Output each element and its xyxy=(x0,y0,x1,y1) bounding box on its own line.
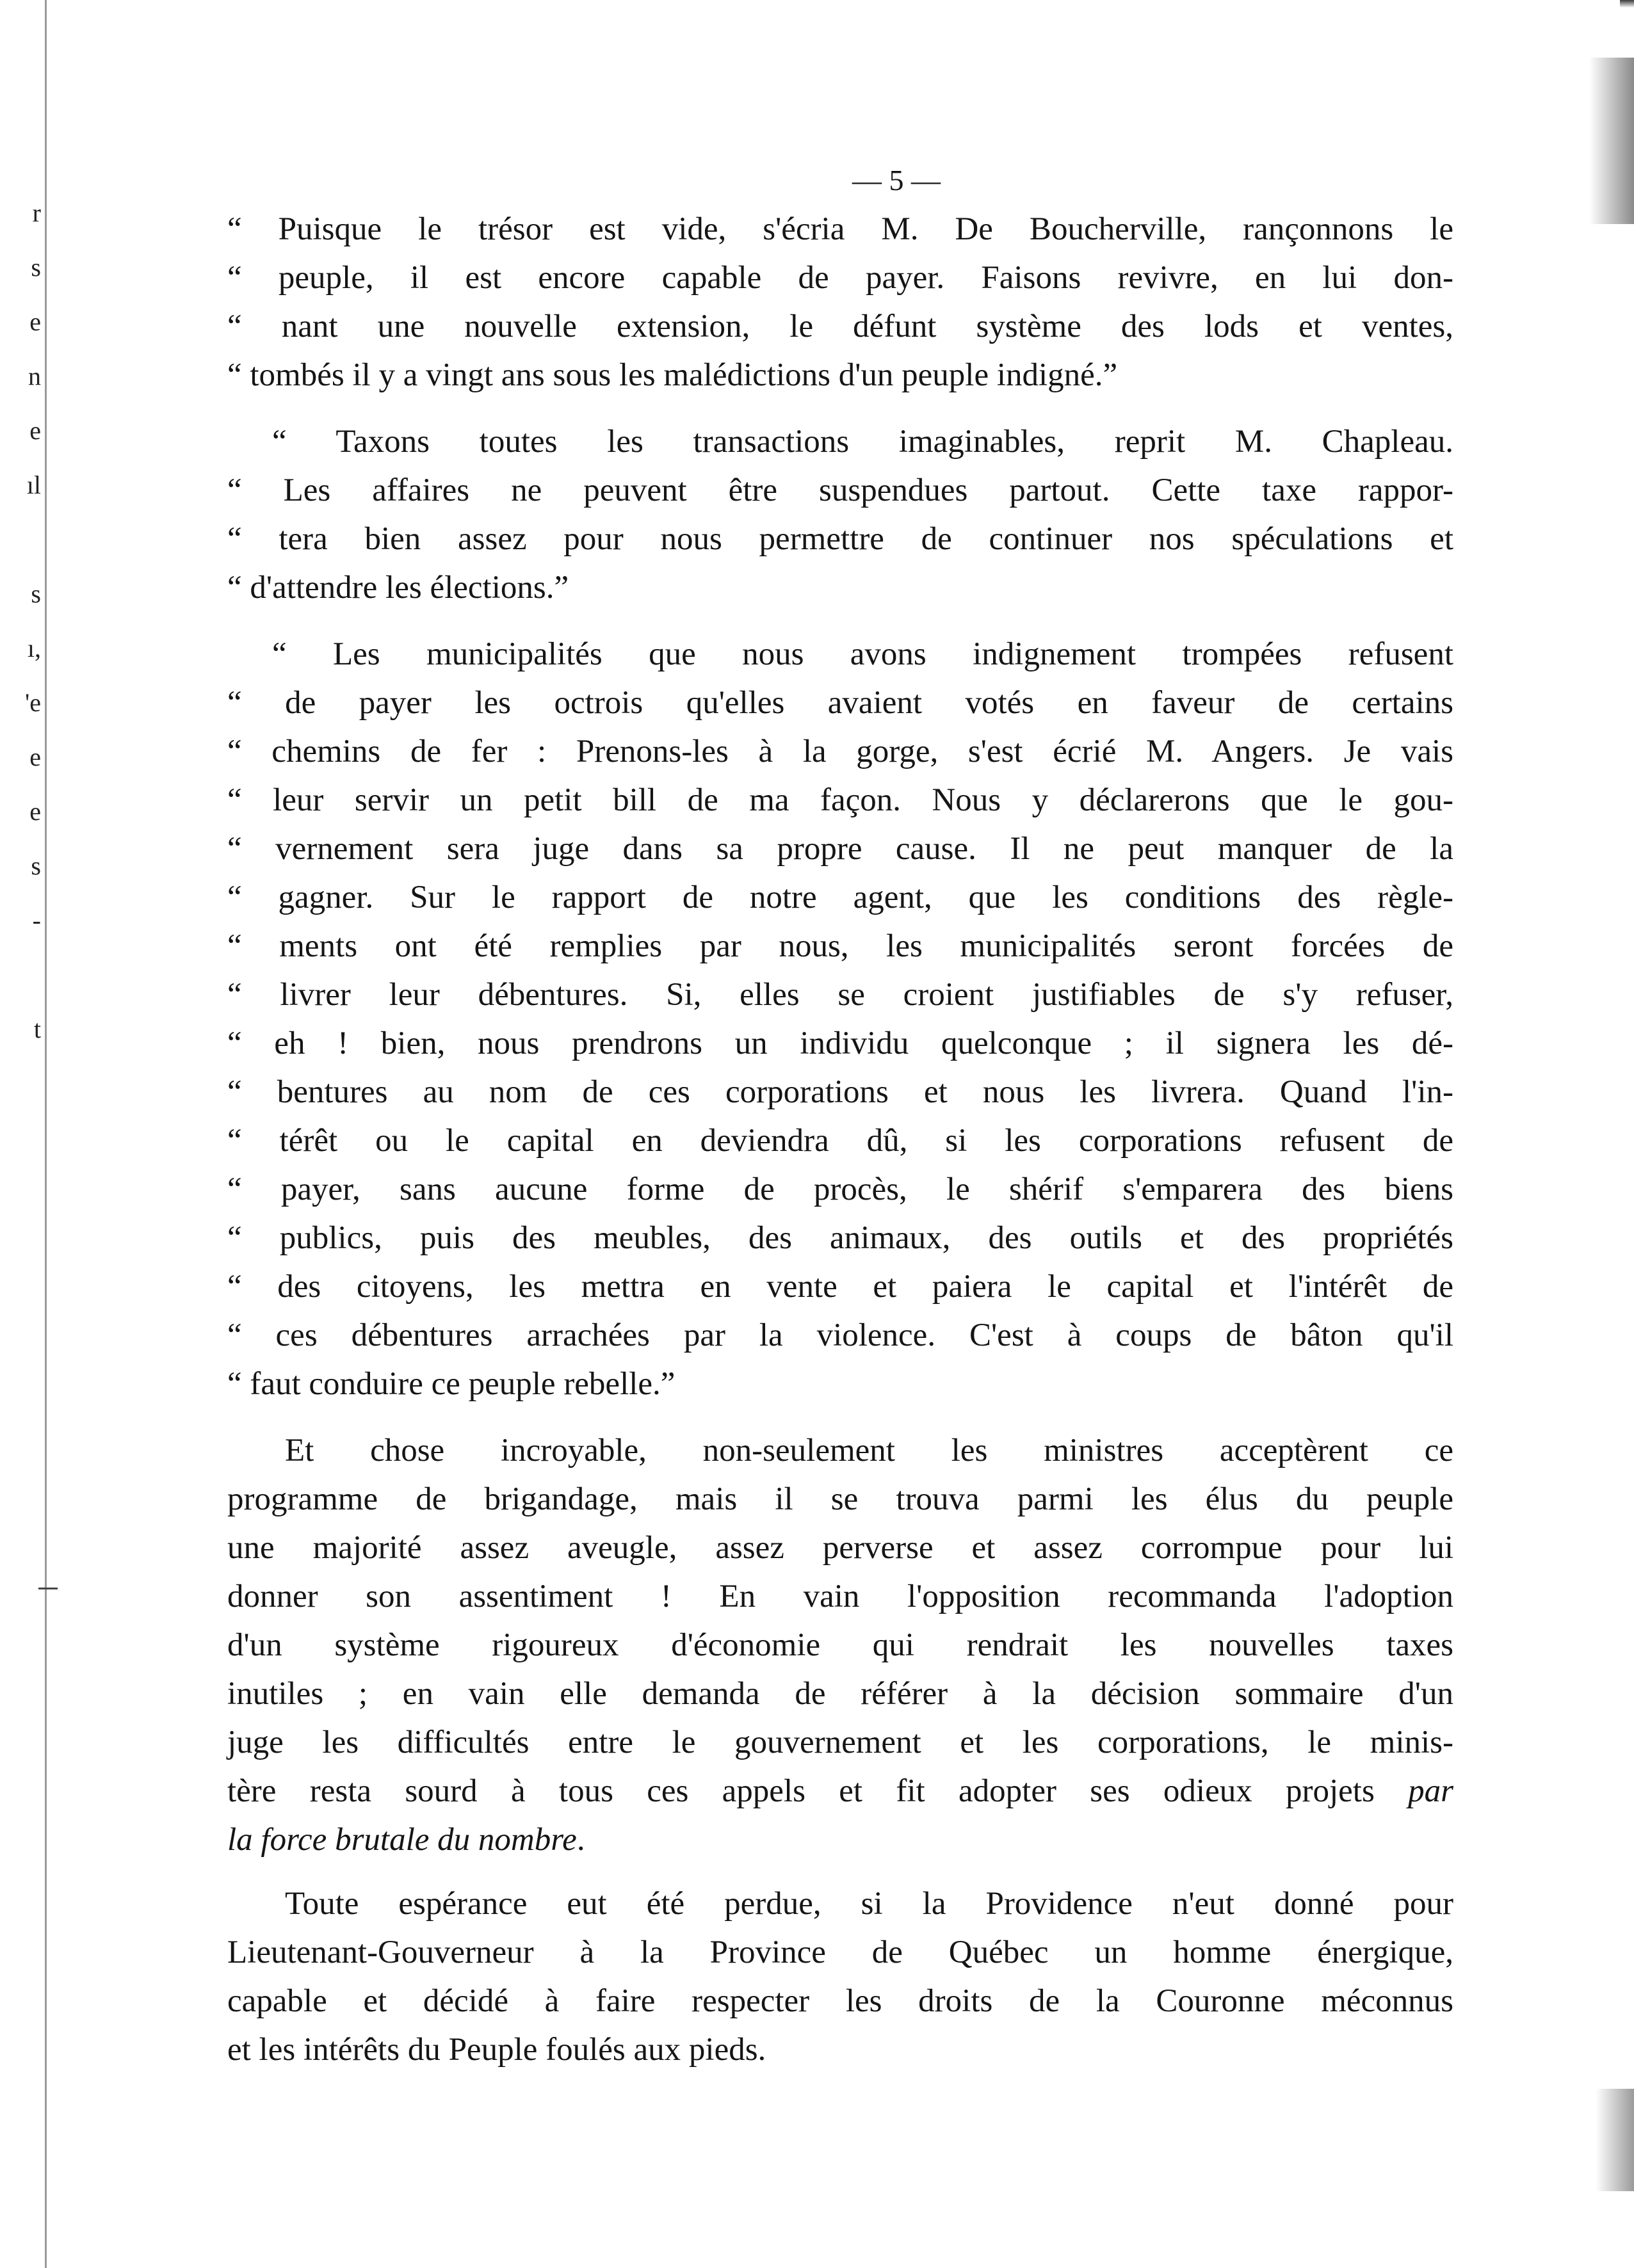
paragraph-providence xyxy=(227,1879,1453,2074)
text-line: “ gagner. Sur le rapport de notre agent, que les conditions des règle- xyxy=(227,880,1453,915)
text-line: “ Taxons toutes les transactions imaginables, reprit M. Chapleau. xyxy=(272,424,1453,460)
text-line: donner son assentiment ! En vain l'opposition recommanda l'adoption xyxy=(227,1579,1453,1614)
text-line: “ térêt ou le capital en deviendra dû, si les corporations refusent de xyxy=(227,1123,1453,1159)
fragment: e xyxy=(29,743,41,771)
emphasis-text: la force brutale du nombre xyxy=(227,1822,577,1858)
text-line-emphasis xyxy=(227,1815,1453,1864)
text-line: “ faut conduire ce peuple rebelle.” xyxy=(227,1366,675,1402)
text-line: “ eh ! bien, nous prendrons un individu quelconque ; il signera les dé- xyxy=(227,1025,1453,1061)
page-number: — 5 — xyxy=(852,164,941,197)
punctuation: . xyxy=(576,1822,585,1858)
text-line: “ bentures au nom de ces corporations et nous les livrera. Quand l'in- xyxy=(227,1074,1453,1110)
fragment: t xyxy=(33,1015,41,1043)
text-line: “ payer, sans aucune forme de procès, le shérif s'emparera des biens xyxy=(227,1171,1453,1207)
text-line: “ nant une nouvelle extension, le défunt système des lods et ventes, xyxy=(227,309,1453,344)
quote-de-boucherville xyxy=(227,205,1453,399)
text-line: “ chemins de fer : Prenons-les à la gorge, s'est écrié M. Angers. Je vais xyxy=(227,734,1453,769)
text-line-with-emphasis xyxy=(227,1767,1453,1815)
fragment: 'e xyxy=(25,688,41,717)
emphasis-text: par xyxy=(1408,1773,1453,1809)
text-line: Et chose incroyable, non-seulement les ministres acceptèrent ce xyxy=(285,1433,1453,1468)
fragment: r xyxy=(32,198,41,227)
fragment: s xyxy=(31,579,41,608)
quote-chapleau xyxy=(227,417,1453,612)
fragment: s xyxy=(31,253,41,282)
text-line: programme de brigandage, mais il se trouva parmi les élus du peuple xyxy=(227,1481,1453,1517)
facing-page-fragments xyxy=(0,186,45,1056)
quote-angers xyxy=(227,630,1453,1408)
text-line: et les intérêts du Peuple foulés aux pieds. xyxy=(227,2032,766,2068)
fragment: e xyxy=(29,797,41,826)
text-line: d'un système rigoureux d'économie qui rendrait les nouvelles taxes xyxy=(227,1627,1453,1663)
text-line: capable et décidé à faire respecter les droits de la Couronne méconnus xyxy=(227,1983,1453,2019)
text-line: “ ments ont été remplies par nous, les municipalités seront forcées de xyxy=(227,928,1453,964)
text-line: “ des citoyens, les mettra en vente et paiera le capital et l'intérêt de xyxy=(227,1269,1453,1305)
page-corner-curl-bottom xyxy=(1596,2089,1634,2191)
text-line: une majorité assez aveugle, assez perverse et assez corrompue pour lui xyxy=(227,1530,1453,1566)
text-line: “ publics, puis des meubles, des animaux, des outils et des propriétés xyxy=(227,1220,1453,1256)
text-line: juge les difficultés entre le gouvernement et les corporations, le minis- xyxy=(227,1725,1453,1760)
text-line: “ vernement sera juge dans sa propre cause. Il ne peut manquer de la xyxy=(227,831,1453,867)
fragment: ı, xyxy=(27,634,41,663)
margin-tick xyxy=(38,1588,58,1589)
page-corner-curl xyxy=(1589,58,1634,224)
text-line: “ de payer les octrois qu'elles avaient votés en faveur de certains xyxy=(227,685,1453,721)
fragment: n xyxy=(28,362,41,390)
fragment: - xyxy=(32,906,41,935)
text-line: “ tombés il y a vingt ans sous les malédictions d'un peuple indigné.” xyxy=(227,357,1118,393)
text-line: “ ces débentures arrachées par la violence. C'est à coups de bâton qu'il xyxy=(227,1317,1453,1353)
text-line: “ livrer leur débentures. Si, elles se croient justifiables de s'y refuser, xyxy=(227,977,1453,1013)
text-line: “ Les municipalités que nous avons indignement trompées refusent xyxy=(272,636,1453,672)
text-line: inutiles ; en vain elle demanda de référer à la décision sommaire d'un xyxy=(227,1676,1453,1712)
fragment: e xyxy=(29,307,41,336)
text-segment: tère resta sourd à tous ces appels et fit adopter ses odieux projets xyxy=(227,1773,1375,1809)
text-column xyxy=(227,205,1453,2089)
text-line: “ Les affaires ne peuvent être suspendues partout. Cette taxe rappor- xyxy=(227,472,1453,508)
text-line: Lieutenant-Gouverneur à la Province de Québec un homme énergique, xyxy=(227,1934,1453,1970)
text-line: “ Puisque le trésor est vide, s'écria M. De Boucherville, rançonnons le xyxy=(227,211,1453,247)
paragraph-ministres xyxy=(227,1426,1453,1864)
text-line: Toute espérance eut été perdue, si la Providence n'eut donné pour xyxy=(285,1886,1453,1922)
fragment: e xyxy=(29,416,41,445)
text-line: “ tera bien assez pour nous permettre de continuer nos spéculations et xyxy=(227,521,1453,557)
fragment: ıl xyxy=(26,470,41,499)
text-line: “ peuple, il est encore capable de payer. Faisons revivre, en lui don- xyxy=(227,260,1453,296)
fragment xyxy=(0,947,41,1002)
text-line: “ d'attendre les élections.” xyxy=(227,570,569,606)
text-line: “ leur servir un petit bill de ma façon. Nous y déclarerons que le gou- xyxy=(227,782,1453,818)
fragment: s xyxy=(31,851,41,880)
fragment xyxy=(0,512,41,567)
